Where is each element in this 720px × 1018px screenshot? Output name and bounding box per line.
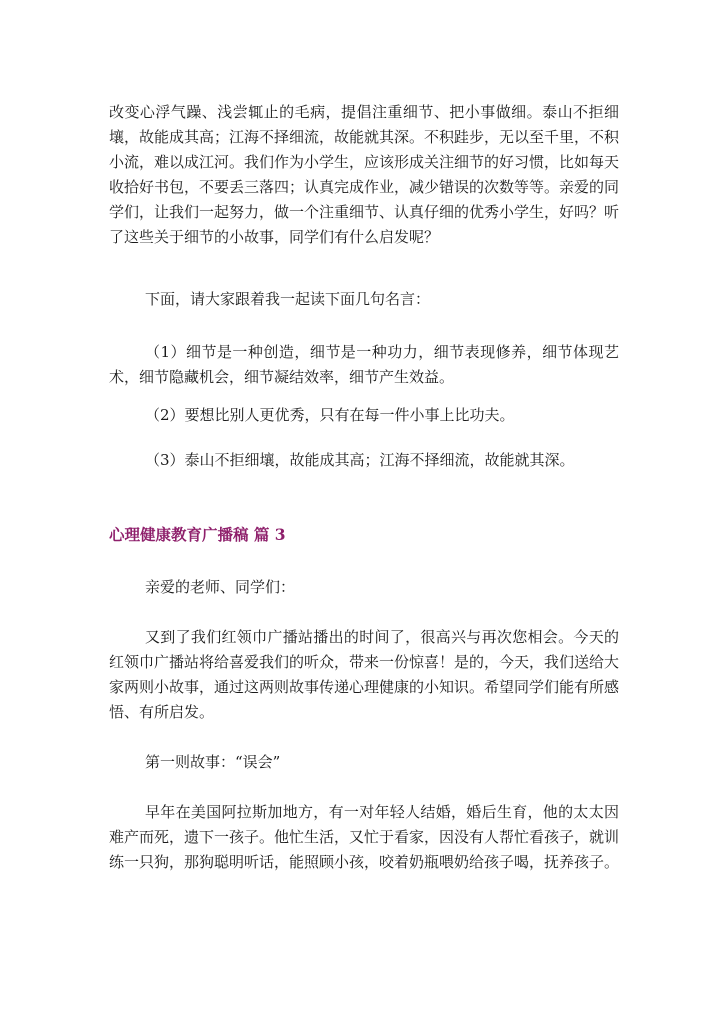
section-heading: 心理健康教育广播稿 篇 3 bbox=[109, 525, 286, 544]
paragraph-details-summary: 改变心浮气躁、浅尝辄止的毛病，提倡注重细节、把小事做细。泰山不拒细壤，故能成其高；江海不择细流，故能就其深。不积跬步，无以至千里，不积小流，难以成江河。我们作为小学生，应该形成关注细节的好习惯，比如每天收拾好书包，不要丢三落四；认真完成作业，减少错误的次数等等。亲爱的同学们，让我们一起努力，做一个注重细节、认真仔细的优秀小学生，好吗？听了这些关于细节的小故事，同学们有什么启发呢？ bbox=[109, 103, 620, 246]
quote-item-2: （2）要想比别人更优秀，只有在每一件小事上比功夫。 bbox=[145, 406, 515, 424]
greeting-paragraph: 亲爱的老师、同学们： bbox=[145, 578, 296, 596]
quote-item-3: （3）泰山不拒细壤，故能成其高；江海不择细流，故能就其深。 bbox=[145, 451, 575, 469]
broadcast-intro-paragraph: 又到了我们红领巾广播站播出的时间了，很高兴与再次您相会。今天的红领巾广播站将给喜爱我们的听众，带来一份惊喜！是的，今天，我们送给大家两则小故事，通过这两则故事传递心理健康的小知识。希望同学们能有所感悟、有所启发。 bbox=[109, 628, 620, 721]
quote-item-1: （1）细节是一种创造，细节是一种功力，细节表现修养，细节体现艺术，细节隐藏机会，细节凝结效率，细节产生效益。 bbox=[109, 343, 619, 386]
paragraph-quotes-intro: 下面，请大家跟着我一起读下面几句名言： bbox=[145, 290, 431, 308]
story-title: 第一则故事：“误会” bbox=[145, 753, 281, 771]
story-paragraph: 早年在美国阿拉斯加地方，有一对年轻人结婚，婚后生育，他的太太因难产而死，遗下一孩子。他忙生活，又忙于看家，因没有人帮忙看孩子，就训练一只狗，那狗聪明听话，能照顾小孩，咬着奶瓶喂奶给孩子喝，抚养孩子。 bbox=[109, 803, 620, 871]
